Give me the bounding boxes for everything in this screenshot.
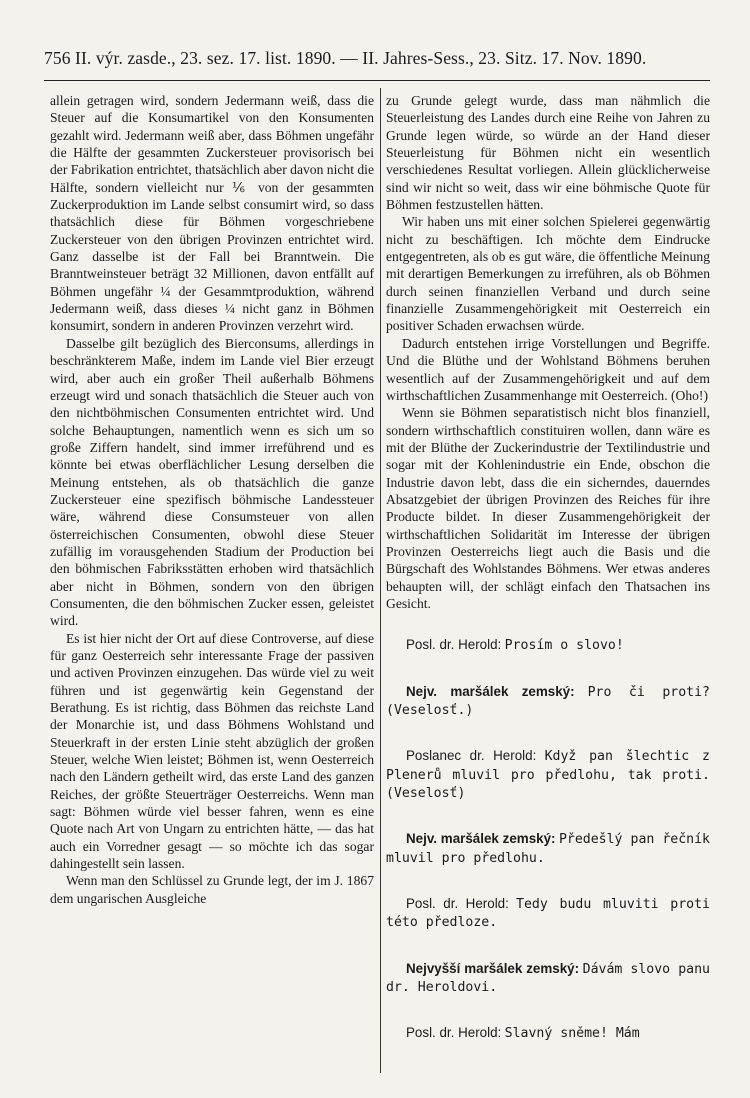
speech-entry [386,830,710,867]
speech-text: Pro či proti? (Veselosť.) [386,684,710,718]
speech-entry [386,636,710,654]
column-divider [380,88,381,1073]
speaker-name: Poslanec dr. Herold: [406,748,537,764]
speech-text: Když pan šlechtic z Plenerů mluvil pro předlohu, tak proti. (Veselosť) [386,749,710,802]
speech-text: Předešlý pan řečník mluvil pro předlohu. [386,832,710,866]
speech-text: Slavný sněme! Mám [504,1026,640,1042]
right-paragraph-2: Wir haben uns mit einer solchen Spielerei gegenwärtig nicht zu beschäftigen. Ich möchte dem Eindrucke entgegentreten, als ob es gut wäre, die öffentliche Meinung mit derartigen Bemerkungen zu irreführen, als ob Böhmen durch seinen finanziellen Verband und durch seine finanzielle Zusammengehörigkeit mit Oesterreich ein positiver Schaden erwachsen würde. [386,214,710,334]
speaker-name: Posl. dr. Herold: [406,1025,502,1041]
speech-text: Dávám slovo panu dr. Heroldovi. [386,961,710,996]
left-paragraph-4: Wenn man den Schlüssel zu Grunde legt, der im J. 1867 dem ungarischen Ausgleiche [50,873,374,906]
speaker-name: Nejv. maršálek zemský: [406,683,575,699]
right-column [386,92,710,1043]
speech-entry [386,747,710,802]
left-column [50,92,374,907]
speech-entry [386,683,710,720]
speaker-name: Posl. dr. Herold: [406,637,502,653]
speech-entry [386,1024,710,1042]
right-paragraph-4: Wenn sie Böhmen separatistisch nicht blos finanziell, sondern wirthschaftlich constituiren wollen, dann wäre es mit der Blüthe der Zuckerindustrie der Textilindustrie und sogar mit der Kohlenindustrie ein Ende, obschon die Industrie davon lebt, dass die ein sicherndes, dauerndes Absatzgebiet der übrigen Provinzen des Reiches für ihre Producte bildet. In dieser Zusammengehörigkeit der wirthschaftlichen Solidarität im Interesse der übrigen Provinzen Oesterreichs liegt auch die Basis und die Bürgschaft des Wohlstandes Böhmens. Wer etwas anderes behaupten will, der schlägt einfach den Thatsachen ins Gesicht. [386,405,710,611]
speech-entry [386,895,710,932]
page-header: 756 II. výr. zasde., 23. sez. 17. list. 1890. — II. Jahres-Sess., 23. Sitz. 17. Nov. 1890. [44,48,647,68]
header-rule [44,80,710,81]
left-paragraph-2: Dasselbe gilt bezüglich des Bierconsums, allerdings in beschränkterem Maße, indem im Lande viel Bier erzeugt wird, aber auch ein großer Theil außerhalb Böhmens erzeugt wird und sonach thatsächlich die Steuer auch von den nichtböhmischen Consumenten entrichtet wird. Und solche Behauptungen, namentlich wenn es sich um so große Ziffern handelt, sind immer irreführend und es könnte bei etwas oberflächlicher Lesung derselben die Meinung entstehen, als ob thatsächlich die ganze Zuckersteuer eine spezifisch böhmische Landessteuer wäre, während diese Consumsteuer von allen österreichischen Consumenten, obwohl diese Steuer zufällig im vorausgehenden Stadium der Production bei den böhmischen Fabriksstätten erhoben wird thatsächlich aber nicht in Böhmen, sondern von den übrigen Consumenten, die den böhmischen Zucker essen, geleistet wird. [50,335,374,629]
speech-text: Prosím o slovo! [504,638,624,654]
right-paragraph-3: Dadurch entstehen irrige Vorstellungen und Begriffe. Und die Blüthe und der Wohlstand Böhmens beruhen wesentlich auf der Zusammengehörigkeit und auf dem wirthschaftlichen Zusammenhange mit Oesterreich. (Oho!) [386,335,710,403]
left-paragraph-1: allein getragen wird, sondern Jedermann weiß, dass die Steuer auf die Konsumartikel von den Konsumenten gezahlt wird. Jedermann weiß aber, dass Böhmen ungefähr die Hälfte der gesammten Zuckersteuer provisorisch bei der Fabrikation entrichtet, thatsächlich aber davon nicht die Hälfte, sondern vielleicht nur ⅙ von der gesammten Zuckerproduktion im Lande selbst consumirt wird, so dass thatsächlich diese für Böhmen vorgeschriebene Zuckersteuer von den übrigen Provinzen entrichtet wird. Ganz dasselbe ist der Fall bei Branntwein. Die Branntweinsteuer beträgt 32 Millionen, davon entfällt auf Böhmen ungefähr ¼ der Gesammtproduktion, während Jedermann weiß, dass dieses ¼ nicht ganz in Böhmen konsumirt, sondern in anderen Provinzen verzehrt wird. [50,93,374,334]
speaker-name: Nejvyšší maršálek zemský: [406,960,580,976]
speech-text: Tedy budu mluviti proti této předloze. [386,897,710,931]
speaker-name: Nejv. maršálek zemský: [406,831,556,847]
left-paragraph-3: Es ist hier nicht der Ort auf diese Controverse, auf diese für ganz Oesterreich sehr interessante Frage der passiven und activen Provinzen einzugehen. Das würde viel zu weit führen und ist gegenwärtig kein Gegenstand der Berathung. Es ist richtig, dass Böhmen das reichste Land der Monarchie ist, und dass Böhmens Wohlstand und Steuerkraft in der ersten Linie steht abzüglich der großen Steuer, welche Wien leistet; Böhmen ist, wenn Oesterreich nach den Ländern getheilt wird, das erste Land des ganzen Reiches, der größte Steuerträger Oesterreichs. Wenn man sagt: Böhmen würde viel besser fahren, wenn es eine Quote nach Art von Ungarn zu entrichten hätte, — das hat auch ein Vorredner gesagt — so möchte ich das sogar dahingestellt sein lassen. [50,630,374,872]
speech-entry [386,960,710,997]
speaker-name: Posl. dr. Herold: [406,896,509,912]
right-paragraph-1: zu Grunde gelegt wurde, dass man nähmlich die Steuerleistung des Landes durch eine Reihe von Jahren zu Grunde legen würde, so würde an der Hand dieser Steuerleistung für Böhmen nicht ein wesentlich verschiedenes Resultat vorliegen. Allein glücklicherweise sind wir nicht so weit, dass wir eine böhmische Quote für Böhmen festzustellen hätten. [386,93,710,213]
